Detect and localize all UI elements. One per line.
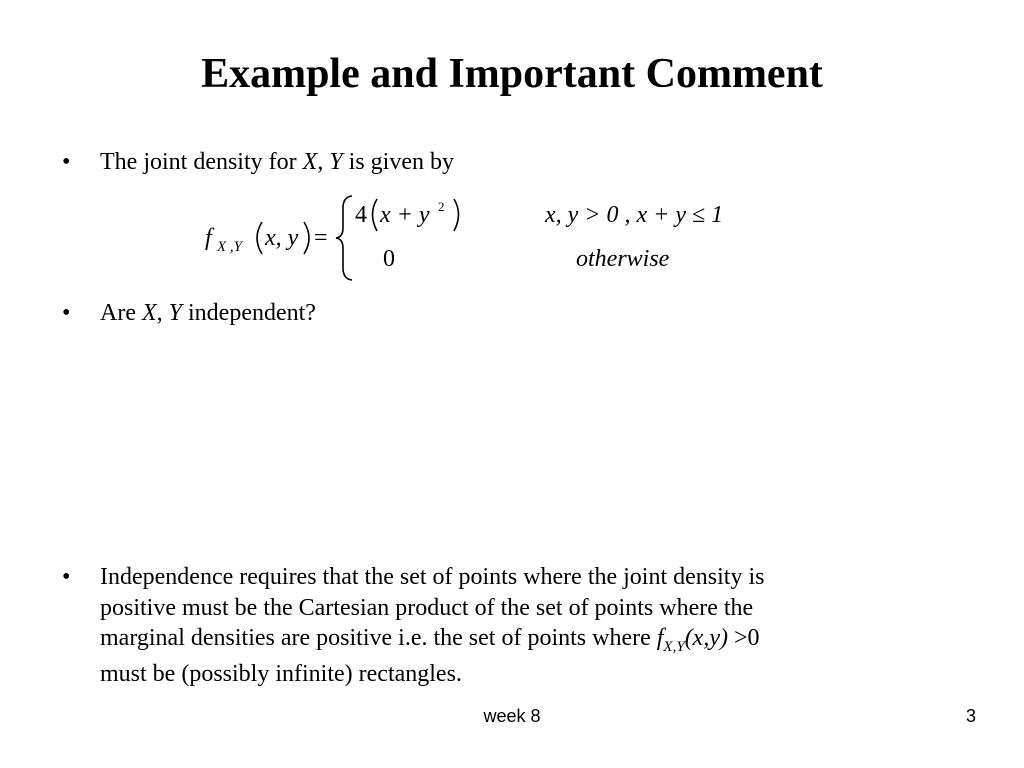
equation-brackets (0, 0, 1024, 290)
paren-left-args (257, 222, 262, 254)
bullet-marker: • (62, 564, 71, 590)
case1-exponent: 2 (438, 199, 445, 214)
lhs-subscript: X ,Y (217, 239, 243, 255)
cases-brace (336, 196, 352, 280)
bullet-text: The joint density for X, Y is given by (100, 149, 454, 175)
bullet-text: Independence requires that the set of points where the joint density is positive must be the Cartesian product of the set of points where the marginal densities are positive i.e. the set of points where $f_{X,Y}(x,y) >0$ must be (possibly infinite) rectangles. (100, 564, 765, 687)
bullet-text: Are X, Y independent? (100, 300, 316, 326)
paren-right-args (304, 222, 309, 254)
case2-value: 0 (383, 246, 395, 272)
paren-right-case (454, 199, 459, 231)
slide-title: Example and Important Comment (201, 51, 823, 97)
bullet-marker: • (62, 149, 71, 175)
case1-coefficient: 4 (355, 202, 367, 228)
equals-sign: = (314, 225, 328, 251)
case2-condition: otherwise (576, 246, 670, 272)
page-number: 3 (965, 706, 976, 726)
case1-expression: x + y (380, 202, 430, 228)
lhs-f: f (205, 225, 212, 251)
paren-left-case (373, 199, 378, 231)
footer-week-label: week 8 (483, 706, 541, 726)
density-equation (0, 0, 1024, 290)
case1-condition: x, y > 0 , x + y ≤ 1 (545, 202, 724, 228)
bullet-marker: • (62, 300, 71, 326)
lhs-args: x, y (265, 225, 299, 251)
bullet-independence-requirement (62, 562, 922, 689)
bullet-independent-question (62, 298, 922, 328)
